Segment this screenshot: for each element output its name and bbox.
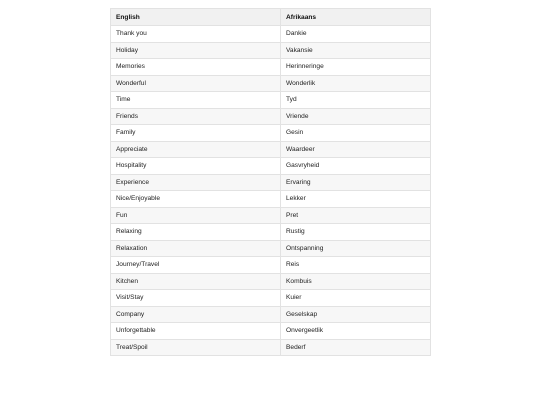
table-row [111,224,431,241]
table-row [111,108,431,125]
english-cell: Visit/Stay [111,290,281,307]
table-row [111,257,431,274]
english-cell: Holiday [111,42,281,59]
table-row [111,174,431,191]
afrikaans-cell: Ervaring [281,174,431,191]
afrikaans-cell: Geselskap [281,306,431,323]
table-row [111,59,431,76]
english-cell: Family [111,125,281,142]
afrikaans-cell: Gesin [281,125,431,142]
english-cell: Company [111,306,281,323]
table-row [111,75,431,92]
afrikaans-cell: Gasvryheid [281,158,431,175]
table-row [111,26,431,43]
table-row [111,92,431,109]
english-cell: Unforgettable [111,323,281,340]
afrikaans-cell: Tyd [281,92,431,109]
header-row [111,9,431,26]
afrikaans-cell: Vakansie [281,42,431,59]
afrikaans-cell: Kuier [281,290,431,307]
table-header [111,9,431,26]
english-cell: Appreciate [111,141,281,158]
translation-table-container [110,8,430,356]
table-row [111,290,431,307]
table-row [111,42,431,59]
table-row [111,323,431,340]
afrikaans-cell: Lekker [281,191,431,208]
afrikaans-cell: Waardeer [281,141,431,158]
translation-table [110,8,431,356]
english-cell: Relaxing [111,224,281,241]
afrikaans-cell: Vriende [281,108,431,125]
table-row [111,158,431,175]
afrikaans-cell: Kombuis [281,273,431,290]
afrikaans-cell: Onvergeetlik [281,323,431,340]
english-cell: Journey/Travel [111,257,281,274]
afrikaans-cell: Pret [281,207,431,224]
table-row [111,339,431,356]
table-row [111,125,431,142]
english-cell: Treat/Spoil [111,339,281,356]
english-cell: Fun [111,207,281,224]
english-cell: Wonderful [111,75,281,92]
afrikaans-cell: Wonderlik [281,75,431,92]
table-row [111,191,431,208]
english-cell: Relaxation [111,240,281,257]
table-row [111,207,431,224]
english-cell: Time [111,92,281,109]
column-header-afrikaans: Afrikaans [281,9,431,26]
afrikaans-cell: Reis [281,257,431,274]
table-row [111,141,431,158]
english-cell: Hospitality [111,158,281,175]
afrikaans-cell: Dankie [281,26,431,43]
english-cell: Kitchen [111,273,281,290]
afrikaans-cell: Rustig [281,224,431,241]
english-cell: Experience [111,174,281,191]
table-body [111,26,431,356]
table-row [111,273,431,290]
table-row [111,240,431,257]
column-header-english: English [111,9,281,26]
afrikaans-cell: Ontspanning [281,240,431,257]
english-cell: Memories [111,59,281,76]
english-cell: Friends [111,108,281,125]
table-row [111,306,431,323]
english-cell: Thank you [111,26,281,43]
afrikaans-cell: Bederf [281,339,431,356]
english-cell: Nice/Enjoyable [111,191,281,208]
afrikaans-cell: Herinneringe [281,59,431,76]
